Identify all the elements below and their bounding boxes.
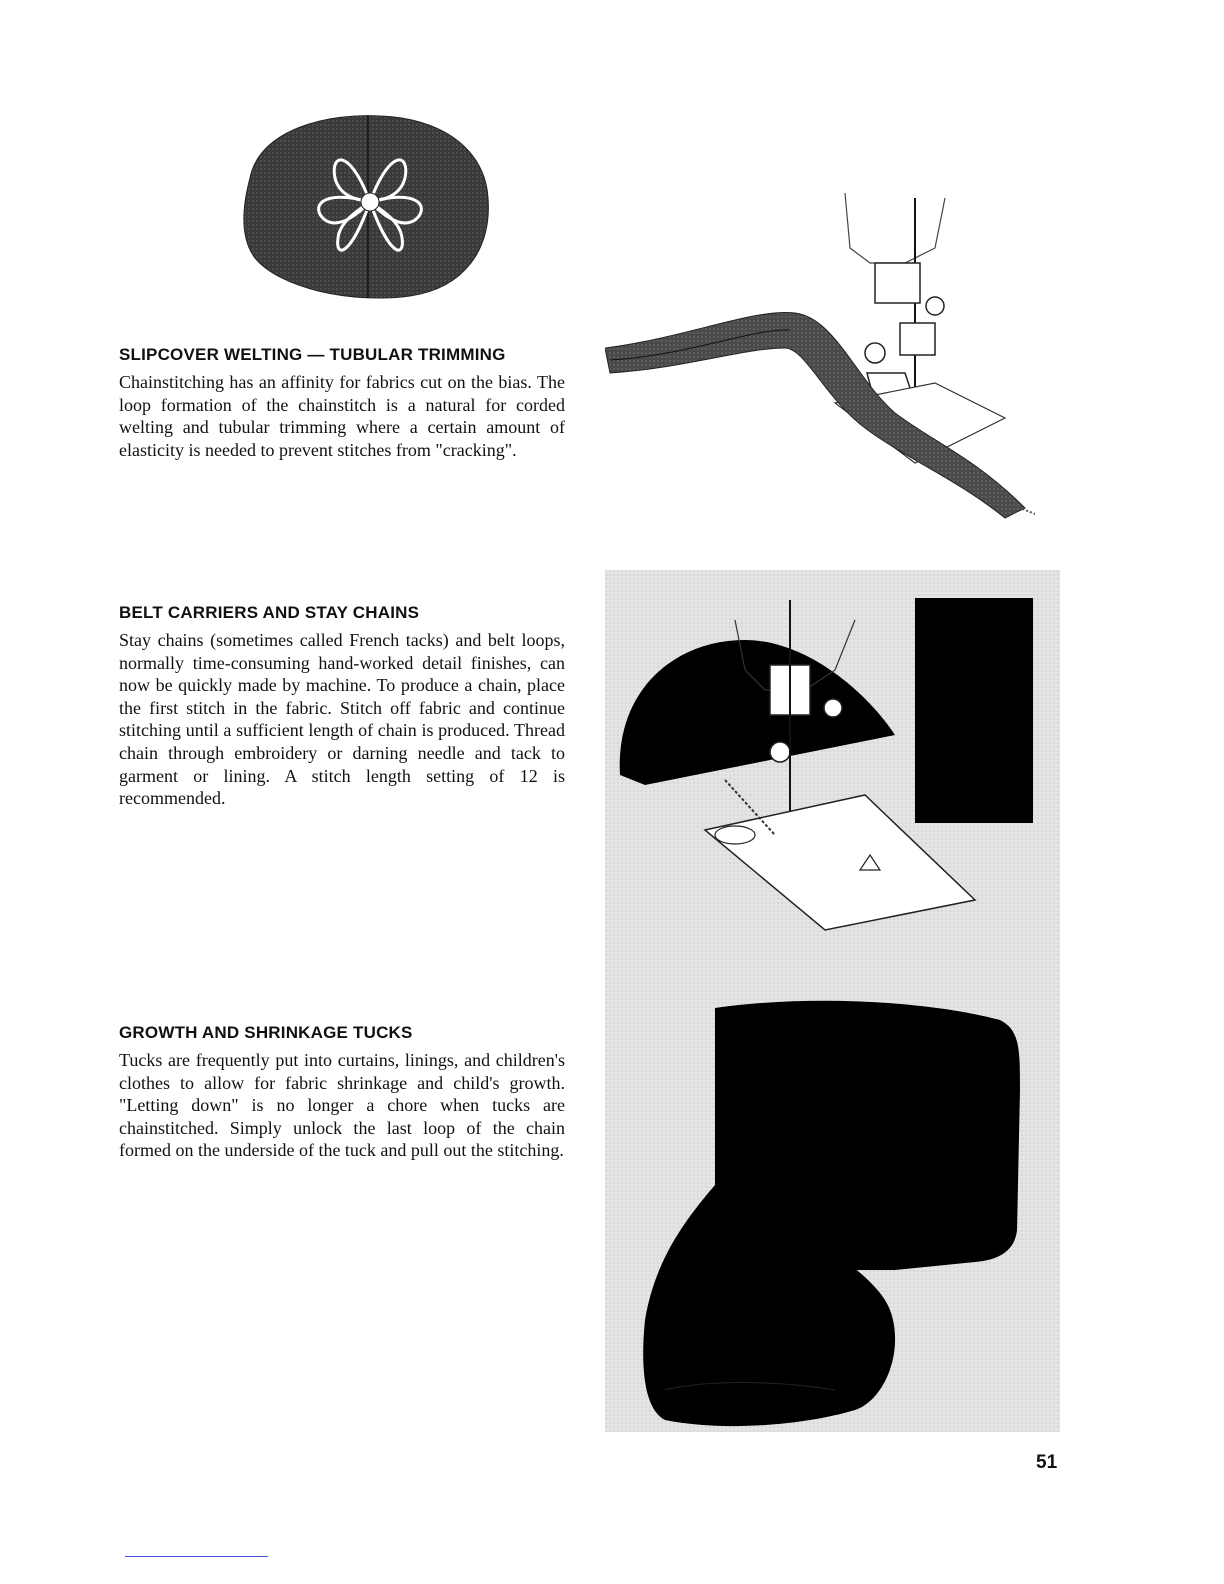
section-belt-carriers	[119, 603, 565, 810]
section-body: Tucks are frequently put into curtains, linings, and children's clothes to allow for fabric shrinkage and child's growth. "Letting down" is no longer a chore when tucks are chainstitched. Simply unlock the last loop of the chain formed on the underside of the tuck and pull out the stitching.	[119, 1050, 565, 1161]
shrinkage-tuck-illustration	[605, 970, 1060, 1432]
welting-machine-illustration	[605, 188, 1035, 520]
section-heading: BELT CARRIERS AND STAY CHAINS	[119, 603, 420, 622]
section-heading: SLIPCOVER WELTING — TUBULAR TRIMMING	[119, 345, 506, 364]
section-body: Stay chains (sometimes called French tacks) and belt loops, normally time-consuming hand-worked detail finishes, can now be quickly made by machine. To produce a chain, place the first stitch in the fabric. Stitch off fabric and continue stitching until a sufficient length of chain is produced. Thread chain through embroidery or darning needle and tack to garment or lining. A stitch length setting of 12 is recommended.	[119, 630, 565, 809]
section-growth-tucks	[119, 1023, 565, 1162]
section-slipcover-welting	[119, 345, 565, 461]
section-heading: GROWTH AND SHRINKAGE TUCKS	[119, 1023, 413, 1042]
footer-rule	[125, 1556, 268, 1557]
page-number: 51	[1036, 1452, 1058, 1473]
stay-chain-illustration	[605, 570, 1060, 970]
looped-ornament-illustration	[240, 108, 500, 308]
section-body: Chainstitching has an affinity for fabrics cut on the bias. The loop formation of the chainstitch is a natural for corded welting and tubular trimming where a certain amount of elasticity is needed to prevent stitches from "cracking".	[119, 372, 565, 460]
